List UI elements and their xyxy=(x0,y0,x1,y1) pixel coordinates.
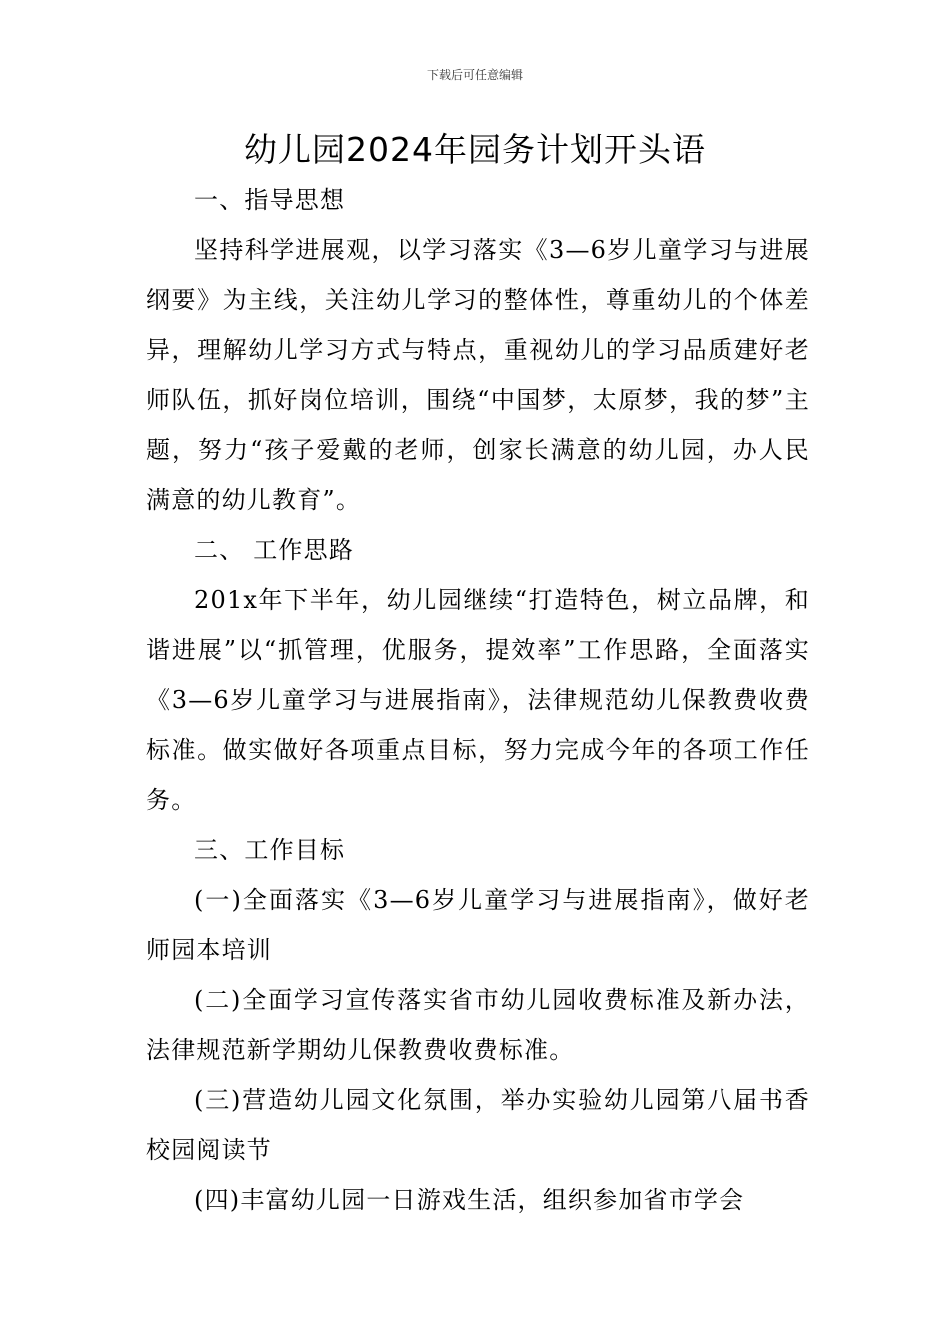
document-body xyxy=(146,175,810,1225)
document-title: 幼儿园2024年园务计划开头语 xyxy=(244,130,706,169)
paragraph-guiding-ideology: 坚持科学进展观，以学习落实《3—6岁儿童学习与进展纲要》为主线，关注幼儿学习的整体性，尊重幼儿的个体差异，理解幼儿学习方式与特点，重视幼儿的学习品质建好老师队伍，抓好岗位培训，围绕“中国梦，太原梦，我的梦”主题，努力“孩子爱戴的老师，创家长满意的幼儿园，办人民满意的幼儿教育”。 xyxy=(146,236,810,514)
section-heading-guiding-ideology: 一、指导思想 xyxy=(194,186,346,214)
goal-item-4: (四)丰富幼儿园一日游戏生活，组织参加省市学会 xyxy=(194,1186,745,1214)
paragraph-work-approach: 201x年下半年，幼儿园继续“打造特色，树立品牌，和谐进展”以“抓管理，优服务，提效率”工作思路，全面落实《3—6岁儿童学习与进展指南》，法律规范幼儿保教费收费标准。做实做好各项重点目标，努力完成今年的各项工作任务。 xyxy=(146,586,810,814)
section-heading-work-approach: 二、 工作思路 xyxy=(194,536,355,564)
page-header-note: 下载后可任意编辑 xyxy=(426,68,523,82)
goal-item-3: (三)营造幼儿园文化氛围，举办实验幼儿园第八届书香校园阅读节 xyxy=(146,1086,810,1164)
goal-item-2: (二)全面学习宣传落实省市幼儿园收费标准及新办法，法律规范新学期幼儿保教费收费标准。 xyxy=(146,986,810,1064)
goal-item-1: (一)全面落实《3—6岁儿童学习与进展指南》，做好老师园本培训 xyxy=(146,886,810,964)
section-heading-work-goals: 三、工作目标 xyxy=(194,836,346,864)
